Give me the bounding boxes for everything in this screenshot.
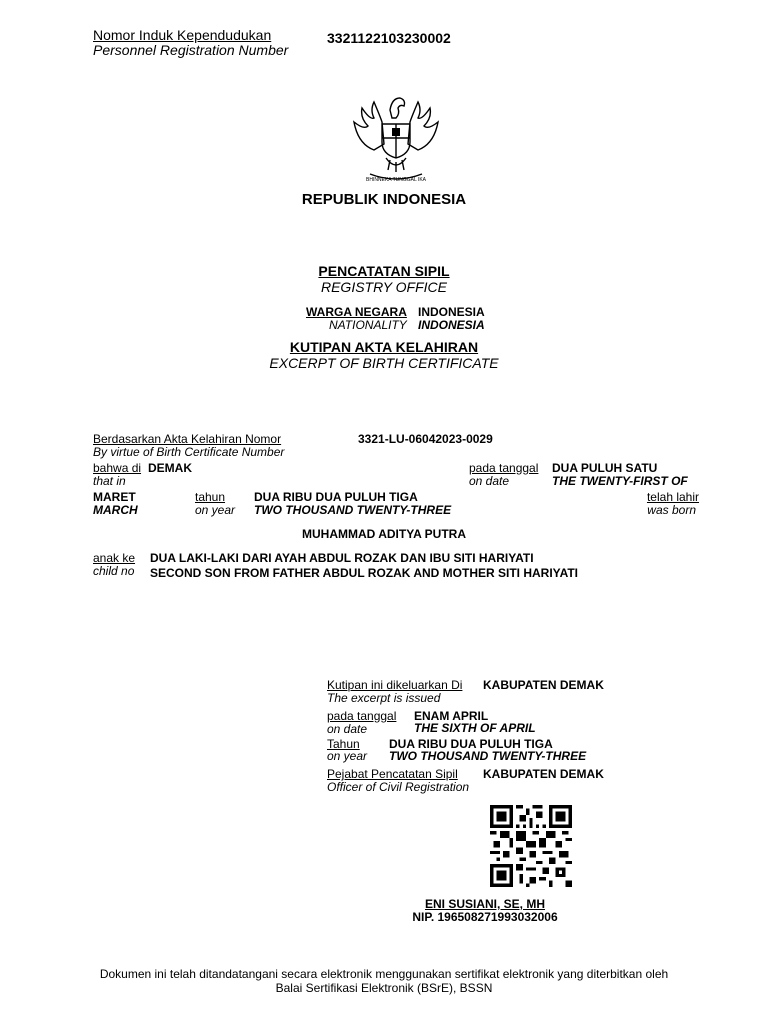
footer-note-line1: Dokumen ini telah ditandatangani secara elektronik menggunakan sertifikat elektronik yang diterbitkan oleh bbox=[99, 967, 669, 981]
birth-year-label: tahun bbox=[195, 490, 226, 504]
issued-year-value: DUA RIBU DUA PULUH TIGA bbox=[389, 737, 553, 751]
qr-code-icon bbox=[490, 805, 572, 887]
issued-date-label: pada tanggal bbox=[327, 709, 397, 723]
emblem-motto: BHINNEKA TUNGGAL IKA bbox=[365, 177, 427, 183]
nik-value: 3321122103230002 bbox=[327, 30, 451, 46]
child-name: MUHAMMAD ADITYA PUTRA bbox=[302, 527, 466, 541]
nationality-label-en: NATIONALITY bbox=[329, 318, 407, 332]
issued-date-value-en: THE SIXTH OF APRIL bbox=[414, 721, 536, 735]
birth-year-label-en: on year bbox=[195, 503, 236, 517]
footer-note-line2: Balai Sertifikasi Elektronik (BSrE), BSSN bbox=[275, 981, 493, 995]
issued-year-value-en: TWO THOUSAND TWENTY-THREE bbox=[389, 749, 587, 763]
birth-year-value: DUA RIBU DUA PULUH TIGA bbox=[254, 490, 418, 504]
garuda-pancasila-icon bbox=[344, 92, 448, 184]
issued-date-value: ENAM APRIL bbox=[414, 709, 489, 723]
issued-place-value: KABUPATEN DEMAK bbox=[483, 678, 604, 692]
issued-date-label-en: on date bbox=[327, 722, 368, 736]
issued-year-label-en: on year bbox=[327, 749, 368, 763]
officer-label: Pejabat Pencatatan Sipil bbox=[327, 767, 458, 781]
officer-value: KABUPATEN DEMAK bbox=[483, 767, 604, 781]
nationality-value-en: INDONESIA bbox=[418, 318, 485, 332]
nationality-value: INDONESIA bbox=[418, 305, 485, 319]
signatory-name: ENI SUSIANI, SE, MH bbox=[424, 897, 546, 911]
child-number-label-en: child no bbox=[93, 564, 135, 578]
birth-month-value-en: MARCH bbox=[93, 503, 138, 517]
birth-date-value-en: THE TWENTY-FIRST OF bbox=[552, 474, 688, 488]
birth-date-label: pada tanggal bbox=[469, 461, 539, 475]
place-value: DEMAK bbox=[148, 461, 192, 475]
birth-date-label-en: on date bbox=[469, 474, 510, 488]
document-title: KUTIPAN AKTA KELAHIRAN bbox=[289, 339, 479, 355]
born-label: telah lahir bbox=[646, 490, 699, 504]
birth-month-value: MARET bbox=[93, 490, 136, 504]
issued-place-label-en: The excerpt is issued bbox=[327, 691, 441, 705]
certificate-number: 3321-LU-06042023-0029 bbox=[358, 432, 493, 446]
birth-year-value-en: TWO THOUSAND TWENTY-THREE bbox=[254, 503, 452, 517]
nik-label: Nomor Induk Kependudukan bbox=[93, 27, 272, 43]
birth-date-value: DUA PULUH SATU bbox=[552, 461, 658, 475]
document-title-en: EXCERPT OF BIRTH CERTIFICATE bbox=[269, 355, 499, 371]
child-number-label: anak ke bbox=[93, 551, 136, 565]
issued-year-label: Tahun bbox=[327, 737, 360, 751]
certificate-number-label: Berdasarkan Akta Kelahiran Nomor bbox=[93, 432, 282, 446]
officer-label-en: Officer of Civil Registration bbox=[327, 780, 470, 794]
place-label: bahwa di bbox=[93, 461, 142, 475]
signatory-nip: NIP. 196508271993032006 bbox=[412, 910, 558, 924]
born-label-en: was born bbox=[647, 503, 696, 517]
nationality-label: WARGA NEGARA bbox=[306, 305, 407, 319]
office-title-en: REGISTRY OFFICE bbox=[320, 279, 447, 295]
place-label-en: that in bbox=[93, 474, 126, 488]
issued-place-label: Kutipan ini dikeluarkan Di bbox=[327, 678, 463, 692]
country-title: REPUBLIK INDONESIA bbox=[301, 191, 467, 208]
office-title: PENCATATAN SIPIL bbox=[318, 263, 450, 279]
child-number-value-en: SECOND SON FROM FATHER ABDUL ROZAK AND MOTHER SITI HARIYATI bbox=[150, 566, 579, 580]
child-number-value: DUA LAKI-LAKI DARI AYAH ABDUL ROZAK DAN IBU SITI HARIYATI bbox=[150, 551, 534, 565]
nik-label-en: Personnel Registration Number bbox=[93, 42, 289, 58]
certificate-number-label-en: By virtue of Birth Certificate Number bbox=[93, 445, 285, 459]
